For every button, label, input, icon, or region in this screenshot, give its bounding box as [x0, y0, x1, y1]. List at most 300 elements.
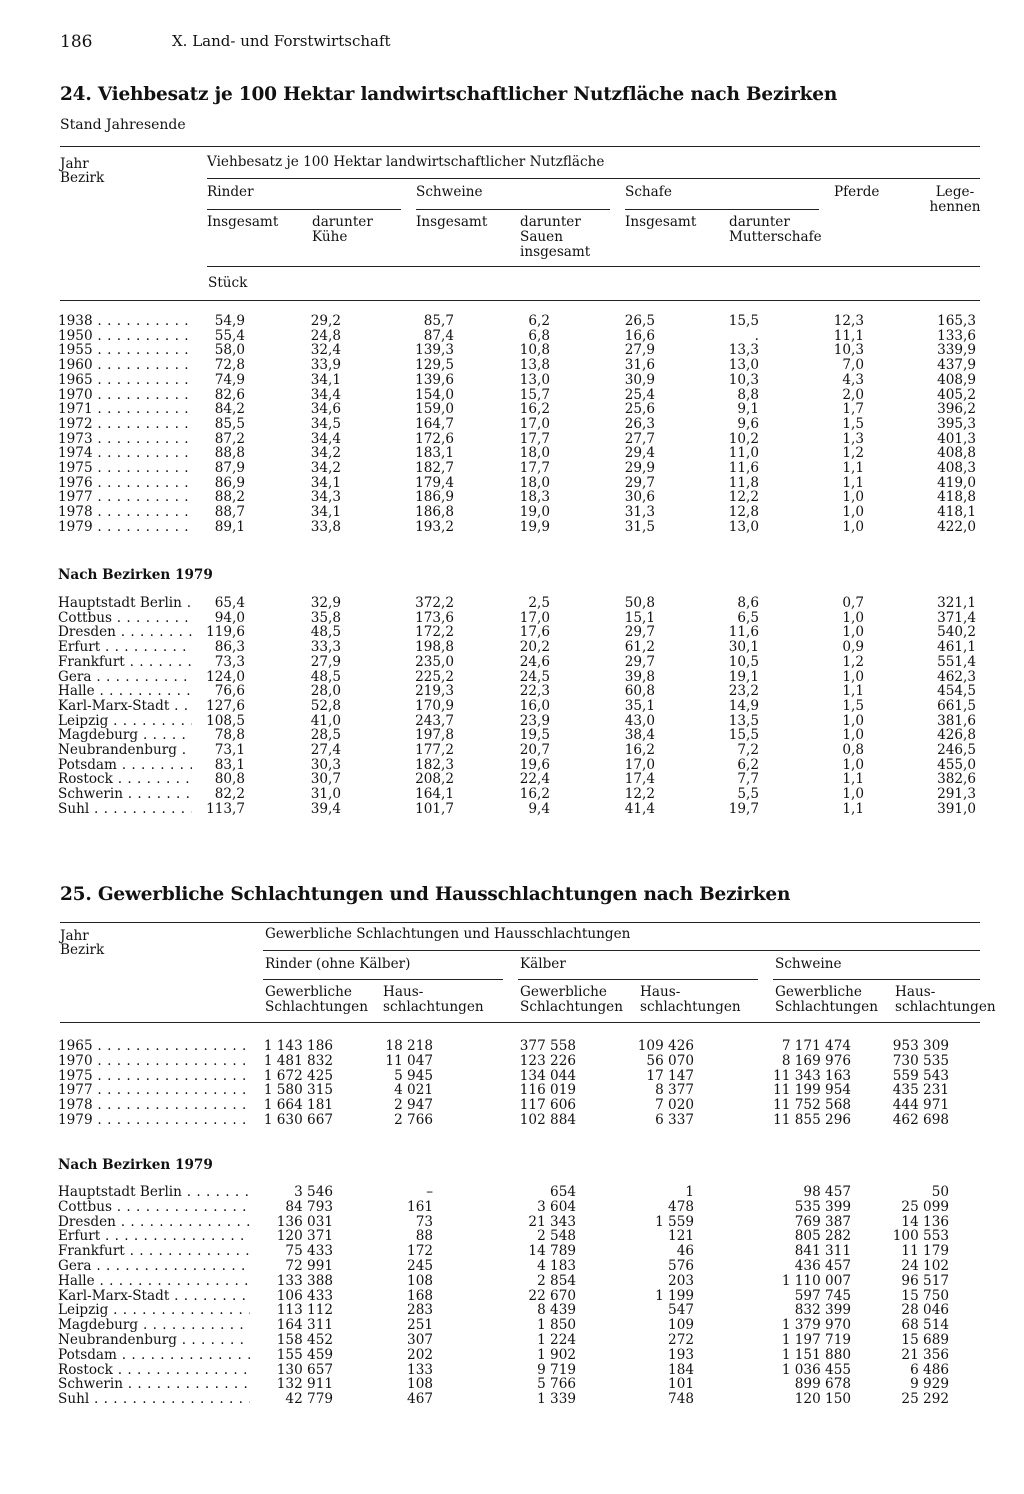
table24-year-cell: 34,5 — [310, 415, 341, 432]
table25-district-cell: 307 — [407, 1332, 433, 1348]
table24-year-cell: 139,3 — [415, 342, 454, 359]
table25-district-cell: 98 457 — [803, 1184, 851, 1200]
table24-district-cell: 208,2 — [415, 771, 454, 788]
table25-year-row — [0, 1098, 1024, 1113]
table24-district-row — [0, 699, 1024, 714]
table25-district-cell: 88 — [415, 1228, 433, 1245]
table24-district-cell: 29,7 — [624, 653, 655, 670]
table24-district-cell: 101,7 — [415, 800, 454, 817]
table24-year-cell: 408,9 — [937, 371, 976, 388]
table24-district-cell: 65,4 — [214, 595, 245, 611]
table24-col-rinder-insgesamt: Insgesamt — [207, 214, 279, 230]
table24-district-cell: 80,8 — [214, 771, 245, 788]
table24-year-cell: 29,4 — [624, 445, 655, 462]
table24-year-cell: 154,0 — [415, 386, 454, 403]
table24-district-cell: 426,8 — [937, 727, 976, 744]
table25-header-rule — [263, 950, 980, 951]
table24-year-cell: 19,9 — [519, 518, 550, 535]
table24-year-row — [0, 358, 1024, 373]
table25-district-row — [0, 1348, 1024, 1363]
table25-district-cell: 1 559 — [655, 1213, 694, 1230]
table25-year-cell: 17 147 — [646, 1067, 694, 1084]
table24-district-row — [0, 758, 1024, 773]
table24-district-cell: 9,4 — [528, 800, 550, 817]
table25-district-cell: 121 — [668, 1228, 694, 1245]
table24-district-row-label: Karl-Marx-Stadt . . . — [58, 699, 192, 714]
table25-district-cell: 1 197 719 — [781, 1332, 851, 1348]
table24-year-cell: 25,4 — [624, 386, 655, 403]
table24-district-cell: 32,9 — [310, 595, 341, 611]
table24-district-cell: 164,1 — [415, 786, 454, 803]
table25-year-row — [0, 1054, 1024, 1069]
table24-district-cell: 1,1 — [842, 800, 864, 817]
table24-district-cell: 454,5 — [937, 683, 976, 700]
table25-stub-bezirk: Bezirk — [60, 942, 105, 958]
table24-district-cell: 19,1 — [728, 668, 759, 685]
table25-col-schweine-haus: Haus- schlachtungen — [895, 984, 996, 1015]
table24-district-row — [0, 670, 1024, 685]
table25-district-cell: 75 433 — [285, 1243, 333, 1260]
table25-district-row — [0, 1215, 1024, 1230]
table24-col-schafe-insgesamt: Insgesamt — [625, 214, 697, 230]
table25-year-cell: 102 884 — [519, 1112, 576, 1128]
table24-district-cell: 15,1 — [624, 609, 655, 626]
table25-district-cell: 164 311 — [276, 1317, 333, 1334]
table24-district-cell: 177,2 — [415, 742, 454, 758]
table25-year-cell: 109 426 — [637, 1038, 694, 1054]
table24-schafe-rule — [625, 209, 819, 210]
table25-body-rule — [60, 1022, 980, 1023]
table24-year-cell: 401,3 — [937, 430, 976, 447]
table24-year-row-label: 1972 . . . — [58, 417, 192, 432]
table24-district-cell: 73,3 — [214, 653, 245, 670]
table24-rinder-rule — [207, 209, 401, 210]
table25-district-row — [0, 1392, 1024, 1407]
table24-district-cell: 28,0 — [310, 683, 341, 700]
table25-district-cell: 832 399 — [794, 1302, 851, 1319]
table25-district-row-label: Frankfurt . . . — [58, 1244, 250, 1259]
table24-district-cell: 50,8 — [624, 595, 655, 611]
table25-title: 25. Gewerbliche Schlachtungen und Hausschlachtungen nach Bezirken — [60, 884, 791, 905]
table25-district-cell: 109 — [668, 1317, 694, 1334]
table25-district-cell: 184 — [668, 1361, 694, 1378]
table25-year-cell: 1 672 425 — [263, 1067, 333, 1084]
table24-year-cell: 88,2 — [214, 489, 245, 506]
table25-district-cell: 4 183 — [537, 1258, 576, 1274]
table24-year-cell: 33,9 — [310, 357, 341, 374]
table24-district-cell: 6,2 — [737, 756, 759, 773]
table24-year-cell: 84,2 — [214, 401, 245, 418]
table25-district-cell: 14 136 — [901, 1213, 949, 1230]
table24-district-cell: 83,1 — [214, 756, 245, 773]
table24-district-cell: 291,3 — [937, 786, 976, 803]
table25-district-row — [0, 1333, 1024, 1348]
table24-district-row-label: Rostock . . . — [58, 772, 192, 787]
table24-district-cell: 17,6 — [519, 624, 550, 641]
table24-district-cell: 33,3 — [310, 639, 341, 656]
table24-year-cell: 34,4 — [310, 386, 341, 403]
table25-years-body — [0, 1039, 1024, 1131]
table25-district-cell: 42 779 — [285, 1391, 333, 1408]
table25-district-row-label: Cottbus . . . — [58, 1200, 250, 1215]
table24-district-row — [0, 640, 1024, 655]
table24-year-cell: 418,8 — [937, 489, 976, 506]
table25-district-cell: 1 199 — [655, 1287, 694, 1304]
table24-district-row-label: Erfurt . . . — [58, 640, 192, 655]
table24-district-row-label: Neubrandenburg . . . — [58, 743, 192, 758]
table24-year-cell: 2,0 — [842, 386, 864, 403]
table24-district-cell: 1,0 — [842, 756, 864, 773]
table24-district-cell: 16,0 — [519, 697, 550, 714]
table24-district-cell: 15,5 — [728, 727, 759, 744]
table25-district-cell: 1 — [685, 1184, 694, 1200]
table25-year-cell: 1 481 832 — [263, 1052, 333, 1069]
table24-year-cell: 29,7 — [624, 474, 655, 491]
table24-year-cell: 58,0 — [214, 342, 245, 359]
table24-year-cell: 34,6 — [310, 401, 341, 418]
table24-district-cell: 173,6 — [415, 609, 454, 626]
table25-year-cell: 953 309 — [892, 1038, 949, 1054]
table24-district-cell: 17,0 — [624, 756, 655, 773]
table24-col-schweine-insgesamt: Insgesamt — [416, 214, 488, 230]
table25-year-cell: 444 971 — [892, 1097, 949, 1114]
table24-year-cell: 82,6 — [214, 386, 245, 403]
table25-district-row-label: Gera . . . — [58, 1259, 250, 1274]
table25-year-row — [0, 1113, 1024, 1128]
table25-district-cell: 245 — [407, 1258, 433, 1274]
table24-year-row — [0, 461, 1024, 476]
table25-top-rule — [60, 922, 980, 923]
table25-year-cell: 559 543 — [892, 1067, 949, 1084]
table25-col-kaelber-haus: Haus- schlachtungen — [640, 984, 741, 1015]
table25-district-cell: 1 151 880 — [781, 1346, 851, 1363]
table24-district-cell: 243,7 — [415, 712, 454, 729]
table24-year-cell: 89,1 — [214, 518, 245, 535]
chapter-title: X. Land- und Forstwirtschaft — [172, 32, 391, 50]
table24-year-cell: 1,1 — [842, 474, 864, 491]
table25-district-cell: 1 902 — [537, 1346, 576, 1363]
table25-district-row — [0, 1377, 1024, 1392]
table24-year-cell: 1,0 — [842, 518, 864, 535]
table24-year-cell: 418,1 — [937, 504, 976, 521]
table24-year-cell: 87,9 — [214, 460, 245, 476]
table25-year-cell: 11 855 296 — [773, 1112, 851, 1128]
table24-year-cell: 17,7 — [519, 430, 550, 447]
table24-year-cell: 7,0 — [842, 357, 864, 374]
table24-district-cell: 16,2 — [624, 742, 655, 758]
table24-year-row-label: 1965 . . . — [58, 373, 192, 388]
table24-district-cell: 38,4 — [624, 727, 655, 744]
table24-district-row-label: Leipzig . . . — [58, 714, 192, 729]
table25-district-cell: 21 356 — [901, 1346, 949, 1363]
table25-district-cell: 25 292 — [901, 1391, 949, 1408]
table25-district-cell: 158 452 — [276, 1332, 333, 1348]
table24-districts-body — [0, 596, 1024, 826]
table24-district-cell: 19,7 — [728, 800, 759, 817]
table25-group-schweine: Schweine — [775, 956, 842, 972]
table24-year-cell: 6,8 — [528, 327, 550, 344]
table24-year-cell: 1,0 — [842, 489, 864, 506]
table24-year-cell: 27,9 — [624, 342, 655, 359]
table24-district-cell: 1,1 — [842, 771, 864, 788]
table24-district-row-label: Suhl . . . — [58, 802, 192, 817]
table24-district-cell: 371,4 — [937, 609, 976, 626]
table25-district-cell: 50 — [931, 1184, 949, 1200]
table24-year-cell: 17,0 — [519, 415, 550, 432]
table24-district-cell: 462,3 — [937, 668, 976, 685]
table24-district-cell: 17,0 — [519, 609, 550, 626]
table25-district-cell: 172 — [407, 1243, 433, 1260]
table24-district-cell: 43,0 — [624, 712, 655, 729]
table24-district-cell: 235,0 — [415, 653, 454, 670]
table25-district-cell: 5 766 — [537, 1376, 576, 1393]
table24-district-cell: 1,0 — [842, 668, 864, 685]
table24-district-cell: 41,0 — [310, 712, 341, 729]
table24-district-cell: 35,1 — [624, 697, 655, 714]
table24-district-cell: 76,6 — [214, 683, 245, 700]
table24-district-cell: 0,9 — [842, 639, 864, 656]
table24-year-cell: 16,6 — [624, 327, 655, 344]
table25-district-cell: 28 046 — [901, 1302, 949, 1319]
table24-year-cell: 74,9 — [214, 371, 245, 388]
table24-year-cell: 32,4 — [310, 342, 341, 359]
table24-district-cell: 455,0 — [937, 756, 976, 773]
table24-year-cell: 16,2 — [519, 401, 550, 418]
table25-year-row — [0, 1083, 1024, 1098]
table24-district-cell: 1,0 — [842, 609, 864, 626]
table24-year-cell: 12,8 — [728, 504, 759, 521]
table24-district-cell: 113,7 — [206, 800, 245, 817]
table25-schweine-rule — [773, 979, 980, 980]
table24-district-cell: 551,4 — [937, 653, 976, 670]
table24-district-cell: 461,1 — [937, 639, 976, 656]
table25-district-row-label: Neubrandenburg . . . — [58, 1333, 250, 1348]
table24-year-cell: 34,2 — [310, 445, 341, 462]
table24-district-cell: 1,0 — [842, 624, 864, 641]
table25-district-cell: 155 459 — [276, 1346, 333, 1363]
table24-year-cell: 19,0 — [519, 504, 550, 521]
table24-year-cell: 182,7 — [415, 460, 454, 476]
table24-district-cell: 48,5 — [310, 624, 341, 641]
table25-district-row — [0, 1229, 1024, 1244]
table24-year-row-label: 1955 . . . — [58, 343, 192, 358]
table25-district-cell: 120 371 — [276, 1228, 333, 1245]
table25-district-row — [0, 1303, 1024, 1318]
table25-year-cell: 123 226 — [519, 1052, 576, 1069]
table25-group-kaelber: Kälber — [520, 956, 566, 972]
table24-year-row — [0, 373, 1024, 388]
table25-year-cell: 8 377 — [655, 1082, 694, 1099]
table24-year-cell: 4,3 — [842, 371, 864, 388]
table25-year-cell: 11 752 568 — [773, 1097, 851, 1114]
table24-year-cell: 1,3 — [842, 430, 864, 447]
table25-year-cell: 7 020 — [655, 1097, 694, 1114]
table24-district-cell: 61,2 — [624, 639, 655, 656]
table25-district-row-label: Potsdam . . . — [58, 1348, 250, 1363]
table24-district-cell: 24,6 — [519, 653, 550, 670]
table24-year-row — [0, 446, 1024, 461]
table24-year-cell: 408,8 — [937, 445, 976, 462]
table24-year-cell: 408,3 — [937, 460, 976, 476]
table25-col-kaelber-gewerblich: Gewerbliche Schlachtungen — [520, 984, 623, 1015]
table25-district-row-label: Suhl . . . — [58, 1392, 250, 1407]
table25-district-cell: 46 — [676, 1243, 694, 1260]
table25-district-cell: 8 439 — [537, 1302, 576, 1319]
table24-district-row-label: Frankfurt . . . — [58, 655, 192, 670]
table24-year-cell: 186,8 — [415, 504, 454, 521]
table24-year-cell: 34,1 — [310, 474, 341, 491]
table24-year-cell: 29,2 — [310, 313, 341, 329]
table24-year-cell: 1,7 — [842, 401, 864, 418]
table24-year-row — [0, 417, 1024, 432]
table25-section-label: Nach Bezirken 1979 — [58, 1157, 213, 1173]
table25-year-row — [0, 1039, 1024, 1054]
table24-district-cell: 321,1 — [937, 595, 976, 611]
table24-year-cell: 18,0 — [519, 445, 550, 462]
table24-district-row — [0, 684, 1024, 699]
table24-year-cell: 10,8 — [519, 342, 550, 359]
table25-district-cell: 68 514 — [901, 1317, 949, 1334]
table25-districts-body — [0, 1185, 1024, 1415]
table24-stub-jahr: Jahr — [60, 156, 89, 172]
table25-district-cell: 136 031 — [276, 1213, 333, 1230]
table25-col-rinder-haus: Haus- schlachtungen — [383, 984, 484, 1015]
table25-district-cell: 2 548 — [537, 1228, 576, 1245]
table24-district-cell: 0,8 — [842, 742, 864, 758]
table24-district-row-label: Schwerin . . . — [58, 787, 192, 802]
table25-district-row-label: Erfurt . . . — [58, 1229, 250, 1244]
table25-district-row-label: Halle . . . — [58, 1274, 250, 1289]
table25-district-row — [0, 1185, 1024, 1200]
table24-col-mutterschafe: darunter Mutterschafe — [729, 214, 822, 245]
table24-district-row — [0, 596, 1024, 611]
table24-year-cell: 13,0 — [519, 371, 550, 388]
table24-district-cell: 246,5 — [937, 742, 976, 758]
table25-year-cell: 4 021 — [394, 1082, 433, 1099]
table24-year-cell: 1,1 — [842, 460, 864, 476]
table24-district-cell: 82,2 — [214, 786, 245, 803]
table24-year-cell: 422,0 — [937, 518, 976, 535]
table25-district-cell: 100 553 — [892, 1228, 949, 1245]
table24-district-cell: 11,6 — [728, 624, 759, 641]
table25-district-row-label: Leipzig . . . — [58, 1303, 250, 1318]
table24-year-cell: 396,2 — [937, 401, 976, 418]
table24-district-cell: 381,6 — [937, 712, 976, 729]
table25-year-cell: 377 558 — [519, 1038, 576, 1054]
table25-district-cell: 14 789 — [528, 1243, 576, 1260]
table25-district-cell: 478 — [668, 1198, 694, 1215]
table24-district-row-label: Cottbus . . . — [58, 611, 192, 626]
table24-stub-bezirk: Bezirk — [60, 170, 105, 186]
table24-district-row — [0, 728, 1024, 743]
table25-district-cell: 805 282 — [794, 1228, 851, 1245]
table25-district-cell: 597 745 — [794, 1287, 851, 1304]
table24-district-row — [0, 655, 1024, 670]
table24-year-cell: 85,5 — [214, 415, 245, 432]
table24-district-cell: 1,0 — [842, 712, 864, 729]
table24-group-schafe: Schafe — [625, 184, 672, 200]
table25-year-row — [0, 1069, 1024, 1084]
table24-year-cell: 34,2 — [310, 460, 341, 476]
table25-year-cell: 134 044 — [519, 1067, 576, 1084]
table24-district-cell: 20,2 — [519, 639, 550, 656]
table24-year-row-label: 1950 . . . — [58, 329, 192, 344]
table24-year-cell: 179,4 — [415, 474, 454, 491]
table24-year-row — [0, 388, 1024, 403]
table25-district-cell: 133 — [407, 1361, 433, 1378]
table24-district-cell: 1,5 — [842, 697, 864, 714]
table24-district-cell: 94,0 — [214, 609, 245, 626]
table24-year-cell: 8,8 — [737, 386, 759, 403]
table25-district-cell: 203 — [668, 1272, 694, 1289]
table25-district-cell: 132 911 — [276, 1376, 333, 1393]
table24-year-cell: 27,7 — [624, 430, 655, 447]
table24-year-cell: 34,3 — [310, 489, 341, 506]
table24-year-cell: 12,2 — [728, 489, 759, 506]
table25-district-cell: 101 — [668, 1376, 694, 1393]
table24-year-cell: 30,9 — [624, 371, 655, 388]
table24-year-cell: 12,3 — [833, 313, 864, 329]
table25-district-cell: 547 — [668, 1302, 694, 1319]
table24-year-cell: 31,5 — [624, 518, 655, 535]
table25-district-row-label: Dresden . . . — [58, 1215, 250, 1230]
table24-year-cell: 6,2 — [528, 313, 550, 329]
table24-year-row — [0, 432, 1024, 447]
table24-year-cell: 54,9 — [214, 313, 245, 329]
table25-district-cell: 11 179 — [901, 1243, 949, 1260]
table24-year-row-label: 1975 . . . — [58, 461, 192, 476]
table24-year-cell: 10,2 — [728, 430, 759, 447]
table24-col-sauen: darunter Sauen insgesamt — [520, 214, 591, 260]
table25-col-rinder-gewerblich: Gewerbliche Schlachtungen — [265, 984, 368, 1015]
table24-year-cell: 15,7 — [519, 386, 550, 403]
table24-district-cell: 48,5 — [310, 668, 341, 685]
table24-district-row — [0, 743, 1024, 758]
table25-district-cell: 73 — [415, 1213, 433, 1230]
table24-year-cell: 129,5 — [415, 357, 454, 374]
table24-district-cell: 39,8 — [624, 668, 655, 685]
table25-year-cell: 117 606 — [519, 1097, 576, 1114]
table24-year-row — [0, 505, 1024, 520]
table25-district-cell: 251 — [407, 1317, 433, 1334]
table25-district-cell: 769 387 — [794, 1213, 851, 1230]
table24-year-row — [0, 343, 1024, 358]
table24-year-cell: 193,2 — [415, 518, 454, 535]
table24-year-cell: 24,8 — [310, 327, 341, 344]
table24-year-cell: 15,5 — [728, 313, 759, 329]
table24-district-cell: 22,3 — [519, 683, 550, 700]
table24-district-cell: 5,5 — [737, 786, 759, 803]
table24-unit: Stück — [208, 275, 248, 291]
table24-year-cell: 11,0 — [728, 445, 759, 462]
table24-district-cell: 197,8 — [415, 727, 454, 744]
table24-year-cell: 9,6 — [737, 415, 759, 432]
table25-district-cell: 193 — [668, 1346, 694, 1363]
table24-district-cell: 124,0 — [206, 668, 245, 685]
table24-district-row-label: Gera . . . — [58, 670, 192, 685]
table24-top-rule — [60, 146, 980, 147]
table24-district-cell: 22,4 — [519, 771, 550, 788]
table25-district-cell: 22 670 — [528, 1287, 576, 1304]
table24-year-cell: 159,0 — [415, 401, 454, 418]
table24-year-cell: 419,0 — [937, 474, 976, 491]
table25-district-cell: 133 388 — [276, 1272, 333, 1289]
table25-district-cell: 1 110 007 — [781, 1272, 851, 1289]
table25-district-cell: 1 036 455 — [781, 1361, 851, 1378]
table24-year-cell: 31,3 — [624, 504, 655, 521]
table25-district-row — [0, 1363, 1024, 1378]
table24-unit-rule — [207, 266, 980, 267]
